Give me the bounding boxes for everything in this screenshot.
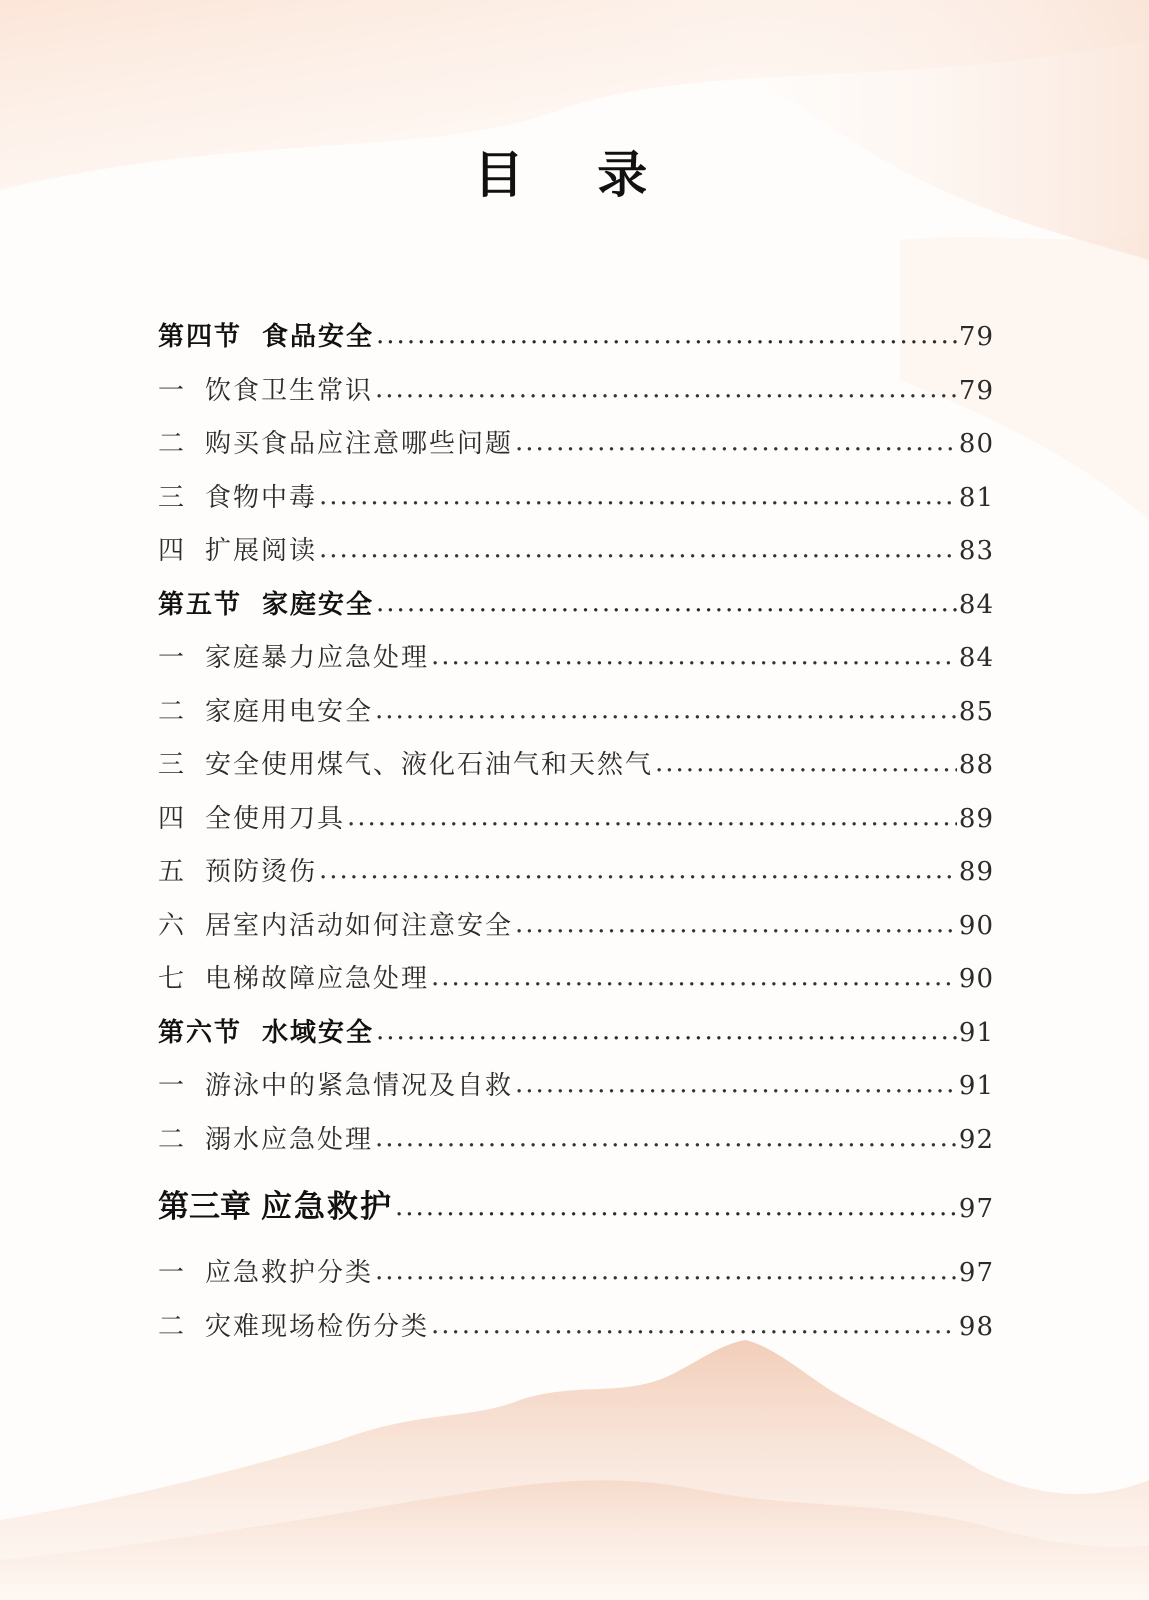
toc-dot-leader: [375, 1249, 957, 1293]
toc-dot-leader: [395, 1179, 957, 1235]
toc-entry-number: 二: [158, 696, 185, 727]
toc-entry-title: 居室内活动如何注意安全: [205, 910, 514, 941]
toc-entry-title: 扩展阅读: [205, 536, 318, 566]
toc-entry-number: 七: [158, 964, 185, 994]
toc-entry-title: 家庭安全: [262, 589, 375, 620]
toc-entry-number: 二: [158, 1311, 185, 1342]
toc-entry-item[interactable]: [158, 797, 994, 851]
toc-entry-title: 购买食品应注意哪些问题: [205, 429, 514, 459]
toc-entry-title: 家庭用电安全: [205, 696, 374, 727]
toc-entry-chapter[interactable]: [158, 1179, 994, 1251]
toc-entry-page-number: 92: [958, 1124, 994, 1155]
toc-entry-title: 灾难现场检伤分类: [205, 1311, 430, 1342]
toc-entry-number: 第四节: [158, 322, 243, 352]
toc-dot-leader: [376, 1009, 957, 1053]
toc-entry-title: 饮食卫生常识: [205, 375, 374, 406]
toc-entry-number: 一: [158, 1258, 185, 1288]
toc-entry-number: 四: [158, 803, 185, 834]
toc-entry-title: 家庭暴力应急处理: [205, 643, 430, 673]
toc-entry-page-number: 97: [958, 1194, 994, 1224]
toc-entry-number: 第六节: [158, 1017, 243, 1048]
toc-entry-page-number: 85: [958, 696, 994, 727]
toc-dot-leader: [431, 1303, 957, 1347]
toc-entry-item[interactable]: [158, 636, 994, 690]
toc-entry-number: 三: [158, 482, 185, 513]
toc-entry-page-number: 91: [958, 1071, 994, 1101]
toc-entry-item[interactable]: [158, 476, 994, 530]
toc-entry-item[interactable]: [158, 690, 994, 744]
toc-entry-number: 一: [158, 1071, 185, 1101]
toc-entry-page-number: 98: [958, 1311, 994, 1342]
toc-entry-item[interactable]: [158, 850, 994, 904]
toc-dot-leader: [431, 634, 957, 678]
toc-entry-title: 游泳中的紧急情况及自救: [205, 1071, 514, 1101]
toc-entry-page-number: 89: [958, 857, 994, 887]
toc-entry-number: 第三章: [158, 1189, 251, 1225]
toc-entry-item[interactable]: [158, 743, 994, 797]
toc-entry-page-number: 90: [958, 910, 994, 941]
toc-entry-page-number: 97: [958, 1258, 994, 1288]
toc-entry-number: 六: [158, 910, 185, 941]
toc-dot-leader: [375, 1116, 957, 1160]
toc-entry-item[interactable]: [158, 1118, 994, 1172]
toc-entry-item[interactable]: [158, 904, 994, 958]
toc-entry-title: 食物中毒: [205, 482, 318, 513]
toc-entry-number: 一: [158, 375, 185, 406]
toc-dot-leader: [319, 474, 957, 518]
toc-entry-section[interactable]: [158, 1011, 994, 1065]
toc-entry-page-number: 83: [958, 536, 994, 566]
toc-dot-leader: [376, 581, 957, 625]
toc-entry-title: 安全使用煤气、液化石油气和天然气: [205, 750, 654, 780]
toc-entry-title: 应急救护分类: [205, 1258, 374, 1288]
toc-entry-page-number: 79: [958, 375, 994, 406]
toc-entry-page-number: 91: [958, 1017, 994, 1048]
toc-entry-section[interactable]: [158, 583, 994, 637]
toc-entry-page-number: 84: [958, 589, 994, 620]
toc-entry-title: 水域安全: [262, 1017, 375, 1048]
toc-dot-leader: [347, 795, 957, 839]
toc-entry-number: 一: [158, 643, 185, 673]
toc-dot-leader: [319, 527, 957, 571]
toc-entry-title: 预防烫伤: [205, 857, 318, 887]
toc-dot-leader: [515, 1062, 957, 1106]
toc-entry-number: 三: [158, 750, 185, 780]
toc-dot-leader: [431, 955, 957, 999]
toc-entry-page-number: 80: [958, 429, 994, 459]
toc-entry-title: 电梯故障应急处理: [205, 964, 430, 994]
toc-entry-title: 食品安全: [262, 322, 375, 352]
toc-entry-item[interactable]: [158, 1305, 994, 1359]
toc-dot-leader: [515, 902, 957, 946]
toc-entry-page-number: 79: [958, 322, 994, 352]
toc-entry-page-number: 90: [958, 964, 994, 994]
toc-entry-item[interactable]: [158, 422, 994, 476]
toc-entry-number: 四: [158, 536, 185, 566]
toc-entry-page-number: 81: [958, 482, 994, 513]
toc-entry-item[interactable]: [158, 1251, 994, 1305]
toc-entry-item[interactable]: [158, 529, 994, 583]
toc-entry-item[interactable]: [158, 369, 994, 423]
toc-dot-leader: [375, 688, 957, 732]
toc-entry-section[interactable]: [158, 315, 994, 369]
toc-entry-title: 应急救护: [261, 1189, 393, 1225]
table-of-contents: [158, 315, 994, 1358]
toc-entry-item[interactable]: [158, 1064, 994, 1118]
toc-entry-title: 全使用刀具: [205, 803, 346, 834]
toc-entry-number: 二: [158, 429, 185, 459]
toc-dot-leader: [515, 420, 957, 464]
toc-entry-item[interactable]: [158, 957, 994, 1011]
toc-entry-title: 溺水应急处理: [205, 1124, 374, 1155]
toc-entry-number: 第五节: [158, 589, 243, 620]
toc-dot-leader: [375, 367, 957, 411]
toc-dot-leader: [319, 848, 957, 892]
toc-entry-number: 二: [158, 1124, 185, 1155]
page-title: 目 录: [473, 146, 676, 204]
toc-dot-leader: [655, 741, 957, 785]
toc-dot-leader: [376, 313, 957, 357]
toc-entry-page-number: 84: [958, 643, 994, 673]
toc-entry-page-number: 89: [958, 803, 994, 834]
toc-entry-page-number: 88: [958, 750, 994, 780]
toc-entry-number: 五: [158, 857, 185, 887]
